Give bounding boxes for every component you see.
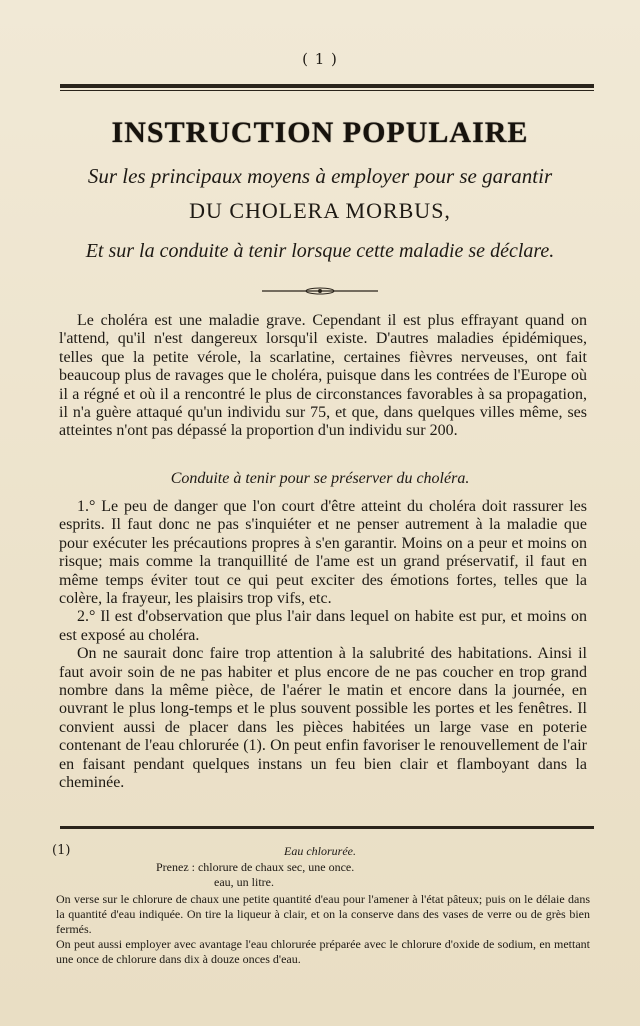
recipe-line-1: Prenez : chlorure de chaux sec, une once. [156,860,355,874]
document-title: INSTRUCTION POPULAIRE [111,116,529,149]
footnote-recipe [156,860,354,890]
paragraph-3: On ne saurait donc faire trop attention à la salubrité des habitations. Ainsi il faut avoir soin de ne pas habiter et plus encore de ne pas coucher en trop grand nombre dans la même pièce, de l'aérer le matin et encore dans la journée, en ouvrant le plus long-temps et le plus souvent possible les portes et les fenêtres. Il convient aussi de placer dans les pièces habitées un large vase en poterie contenant de l'eau chlorurée (1). On peut enfin favoriser le renouvellement de l'air en faisant pendant quelques instans un feu bien clair et flamboyant dans la cheminée. [59,645,587,792]
top-rule [60,84,594,88]
intro-text: Le choléra est une maladie grave. Cependant il est plus effrayant quand on l'attend, qu'il n'est dangereux lorsqu'il existe. D'autres maladies épidémiques, telles que la petite vérole, la scarlatine, certaines fièvres nerveuses, ont fait beaucoup plus de ravages que le choléra, puisque dans les contrées de l'Europe où il a régné et où il a rencontré le plus de circonstances favorables à sa propagation, il n'a guère attaqué qu'un individu sur 75, et que, dans quelques villes même, ses atteintes n'ont pas dépassé la proportion d'un individu sur 200. [59,312,587,440]
section-heading: Conduite à tenir pour se préserver du choléra. [170,470,470,487]
paragraph-2: 2.° Il est d'observation que plus l'air dans lequel on habite est pur, et moins on est exposé au choléra. [59,608,587,644]
footnote-mark: (1) [52,843,71,858]
intro-paragraph [59,312,587,441]
footnote-title: Eau chlorurée. [284,844,356,858]
subtitle-line-3: Et sur la conduite à tenir lorsque cette maladie se déclare. [85,240,555,262]
recipe-line-2: eau, un litre. [214,875,274,889]
paragraph-1: 1.° Le peu de danger que l'on court d'être atteint du choléra doit rassurer les esprits. Il faut donc ne pas s'inquiéter et ne penser autrement à la maladie que pour exécuter les précautions propres à s'en garantir. Moins on a peur et moins on risque; mais comme la tranquillité de l'ame est un grand préservatif, il faut en même temps éviter tout ce qui peut exciter des émotions fortes, telles que la colère, la frayeur, les plaisirs trop vifs, etc. [59,498,587,608]
footnote-text-1: On verse sur le chlorure de chaux une petite quantité d'eau pour l'amener à l'état pâteux; puis on le délaie dans la quantité d'eau indiquée. On tire la liqueur à clair, et on la conserve dans des vases de verre ou de grès bien fermés. [56,892,590,936]
footnote-body [56,892,590,967]
footnote-text-2: On peut aussi employer avec avantage l'eau chlorurée préparée avec le chlorure d'oxide de sodium, en mettant une once de chlorure dans dix à douze onces d'eau. [56,937,590,966]
subtitle-line-2: DU CHOLERA MORBUS, [189,198,451,223]
body-paragraphs [59,498,587,793]
subtitle-line-1: Sur les principaux moyens à employer pour se garantir [87,164,553,188]
page-number: ( 1 ) [302,50,338,68]
top-rule-thin [60,90,594,91]
ornament-divider [0,286,640,296]
footnote-rule [60,826,594,829]
